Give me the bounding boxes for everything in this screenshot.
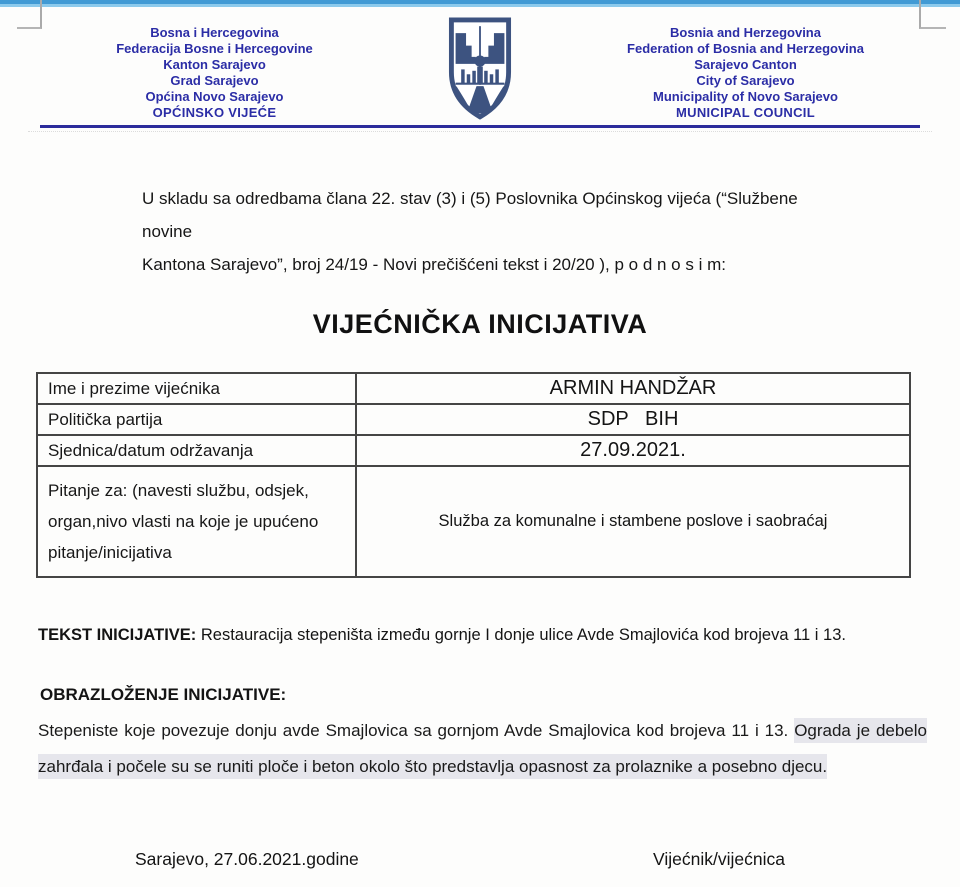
- novo-sarajevo-coat-of-arms-icon: [442, 15, 518, 121]
- row-label-addressed-to: Pitanje za: (navesti službu, odsjek, organ,nivo vlasti na koje je upućeno pitanje/inicijativa: [37, 466, 356, 577]
- letterhead-divider: [40, 125, 920, 128]
- place-and-date: Sarajevo, 27.06.2021.godine: [135, 849, 359, 869]
- initiative-text-label: TEKST INICIJATIVE:: [38, 626, 197, 644]
- letterhead-english: [573, 25, 918, 121]
- row-value-councilor-name: ARMIN HANDŽAR: [356, 373, 910, 404]
- initiative-text-value: Restauracija stepeništa između gornje I donje ulice Avde Smajlovića kod brojeva 11 i 13.: [196, 626, 846, 644]
- letterhead-line: Općina Novo Sarajevo: [145, 89, 284, 104]
- letterhead-line: Grad Sarajevo: [170, 73, 259, 88]
- scan-noise-line: [28, 131, 932, 132]
- page-title: VIJEĆNIČKA INICIJATIVA: [312, 309, 648, 339]
- reasoning-text-plain: Stepeniste koje povezuje donju avde Smajlovica sa gornjom Avde Smajlovica kod brojeva 11 i 13.: [38, 721, 795, 740]
- table-row: [37, 466, 910, 577]
- table-row: [37, 404, 910, 435]
- reasoning-text-highlighted: Ograda je debelo zahrđala i počele su se runiti ploče i beton okolo što predstavlja opasnost za prolaznike a posebno djecu.: [38, 718, 927, 779]
- legal-basis-line: U skladu sa odredbama člana 22. stav (3) i (5) Poslovnika Općinskog vijeća (“Službene novine: [142, 189, 798, 241]
- letterhead-line: City of Sarajevo: [696, 73, 795, 88]
- letterhead-line: Municipality of Novo Sarajevo: [653, 89, 838, 104]
- letterhead-line: Bosnia and Herzegovina: [670, 25, 821, 40]
- table-row: [37, 373, 910, 404]
- scan-corner-mark-left: [17, 0, 42, 29]
- letterhead-line: MUNICIPAL COUNCIL: [676, 105, 815, 120]
- initiative-text-paragraph: [38, 626, 925, 645]
- letterhead-line: Sarajevo Canton: [694, 57, 797, 72]
- signature-label: Vijećnik/vijećnica: [653, 849, 785, 869]
- letterhead-line: Bosna i Hercegovina: [150, 25, 279, 40]
- row-value-addressed-to: Služba za komunalne i stambene poslove i saobraćaj: [356, 466, 910, 577]
- reasoning-heading: OBRAZLOŽENJE INICIJATIVE:: [40, 685, 287, 704]
- letterhead-line: OPĆINSKO VIJEĆE: [152, 105, 277, 120]
- legal-basis-line: Kantona Sarajevo”, broj 24/19 - Novi prečišćeni tekst i 20/20 ), p o d n o s i m:: [142, 255, 726, 274]
- scan-corner-mark-right: [919, 0, 946, 29]
- reasoning-paragraph: [38, 713, 927, 785]
- letterhead-line: Kanton Sarajevo: [163, 57, 266, 72]
- row-label-councilor-name: Ime i prezime vijećnika: [37, 373, 356, 404]
- scan-top-strip: [0, 0, 960, 7]
- row-value-political-party: SDP BIH: [356, 404, 910, 435]
- document-footer: [0, 849, 960, 870]
- row-label-political-party: Politička partija: [37, 404, 356, 435]
- row-value-session-date: 27.09.2021.: [356, 435, 910, 466]
- letterhead: [0, 0, 960, 121]
- letterhead-bosnian: [42, 25, 387, 121]
- letterhead-line: Federation of Bosnia and Herzegovina: [627, 41, 864, 56]
- row-label-session-date: Sjednica/datum održavanja: [37, 435, 356, 466]
- legal-basis-paragraph: [142, 182, 820, 281]
- table-row: [37, 435, 910, 466]
- letterhead-line: Federacija Bosne i Hercegovine: [116, 41, 313, 56]
- initiative-form-table: [36, 372, 911, 578]
